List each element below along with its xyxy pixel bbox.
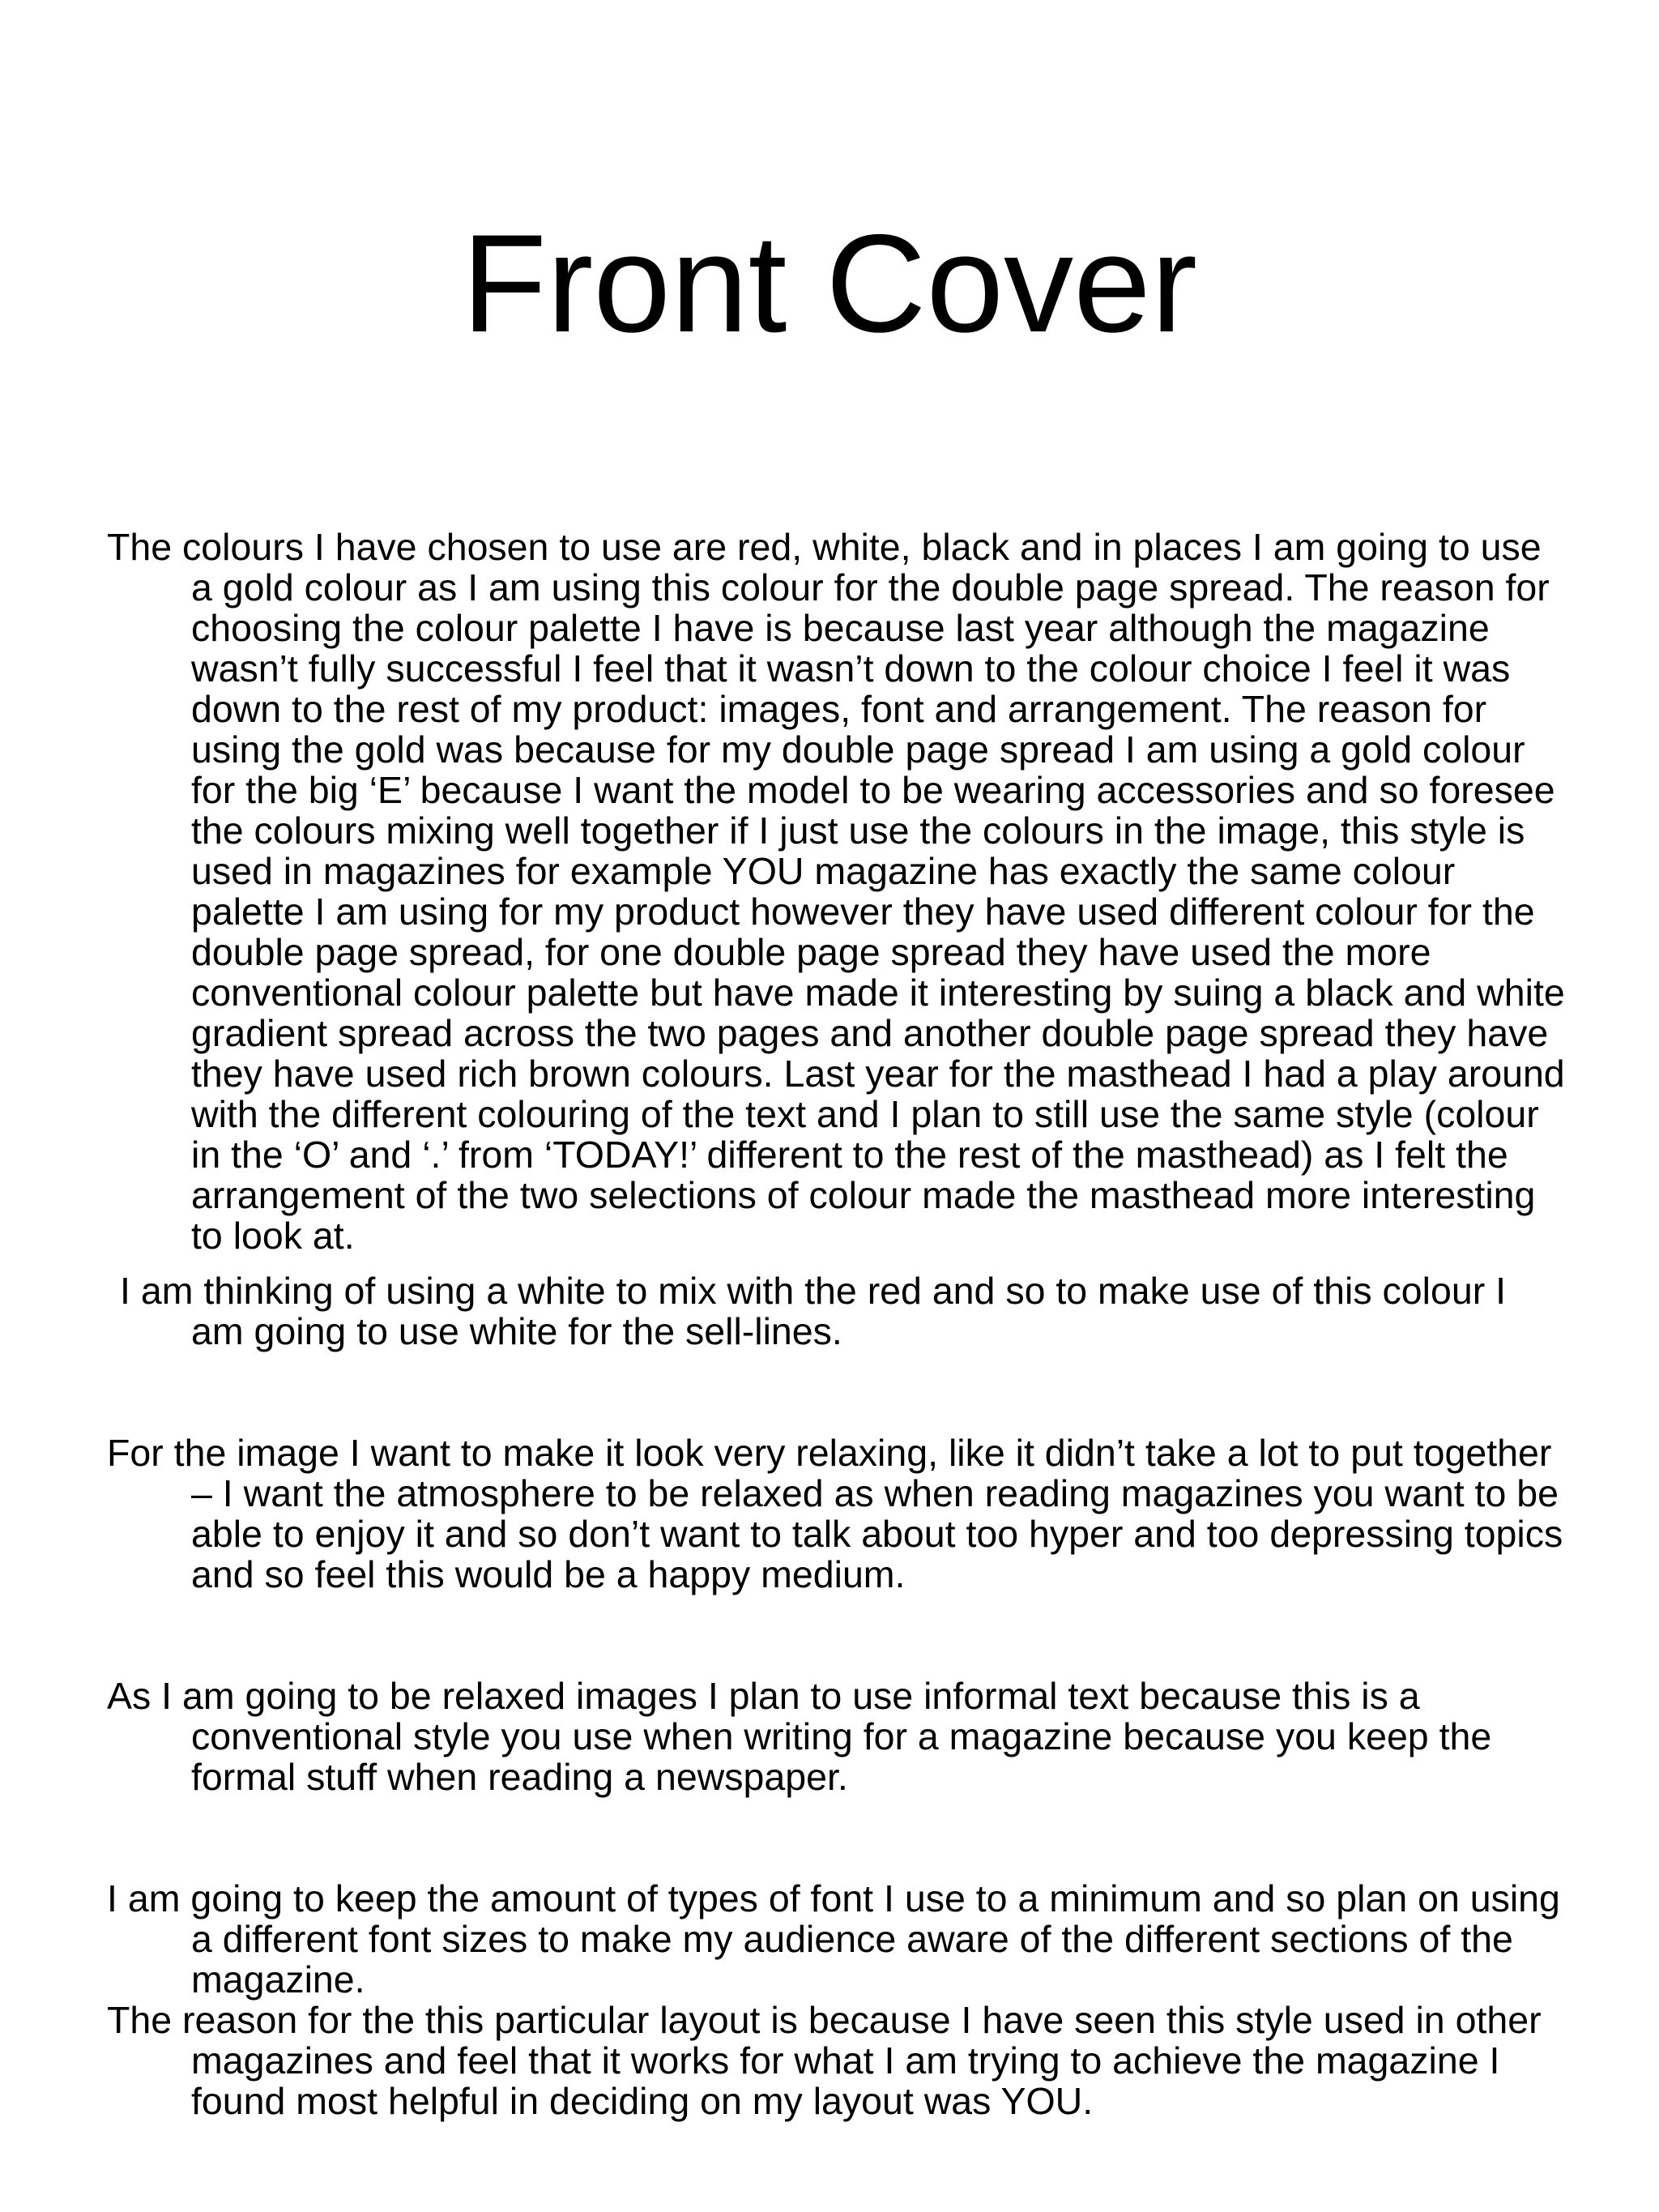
paragraph-colour-palette: The colours I have chosen to use are red, white, black and in places I am going to use a gold colour as I am using this colour for the double page spread. The reason for choosing the colour palette I have is because last year although the magazine wasn’t fully successful I feel that it wasn’t down to the colour choice I feel it was down to the rest of my product: images, font and arrangement. The reason for using the gold was because for my double page spread I am using a gold colour for the big ‘E’ because I want the model to be wearing accessories and so foresee the colours mixing well together if I just use the colours in the image, this style is used in magazines for example YOU magazine has exactly the same colour palette I am using for my product however they have used different colour for the double page spread, for one double page spread they have used the more conventional colour palette but have made it interesting by suing a black and white gradient spread across the two pages and another double page spread they have they have used rich brown colours. Last year for the masthead I had a play around with the different colouring of the text and I plan to still use the same style (colour in the ‘O’ and ‘.’ from ‘TODAY!’ different to the rest of the masthead) as I felt the arrangement of the two selections of colour made the masthead more interesting to look at. <box>107 526 1565 1257</box>
paragraph-informal-text: As I am going to be relaxed images I plan to use informal text because this is a conventional style you use when writing for a magazine because you keep the formal stuff when reading a newspaper. <box>107 1675 1492 1798</box>
paragraph-image: For the image I want to make it look very relaxing, like it didn’t take a lot to put together – I want the atmosphere to be relaxed as when reading magazines you want to be able to enjoy it and so don’t want to talk about too hyper and too depressing topics and so feel this would be a happy medium. <box>107 1432 1563 1595</box>
paragraph-font-types: I am going to keep the amount of types of font I use to a minimum and so plan on using a different font sizes to make my audience aware of the different sections of the magazine. <box>107 1877 1560 2001</box>
paragraph-white-sell-lines: I am thinking of using a white to mix with the red and so to make use of this colour I am going to use white for the sell-lines. <box>120 1270 1507 1352</box>
paragraph-layout: The reason for the this particular layout is because I have seen this style used in other magazines and feel that it works for what I am trying to achieve the magazine I found most helpful in deciding on my layout was YOU. <box>107 1999 1542 2122</box>
page-title: Front Cover <box>461 206 1198 361</box>
body-text <box>107 527 1565 2121</box>
